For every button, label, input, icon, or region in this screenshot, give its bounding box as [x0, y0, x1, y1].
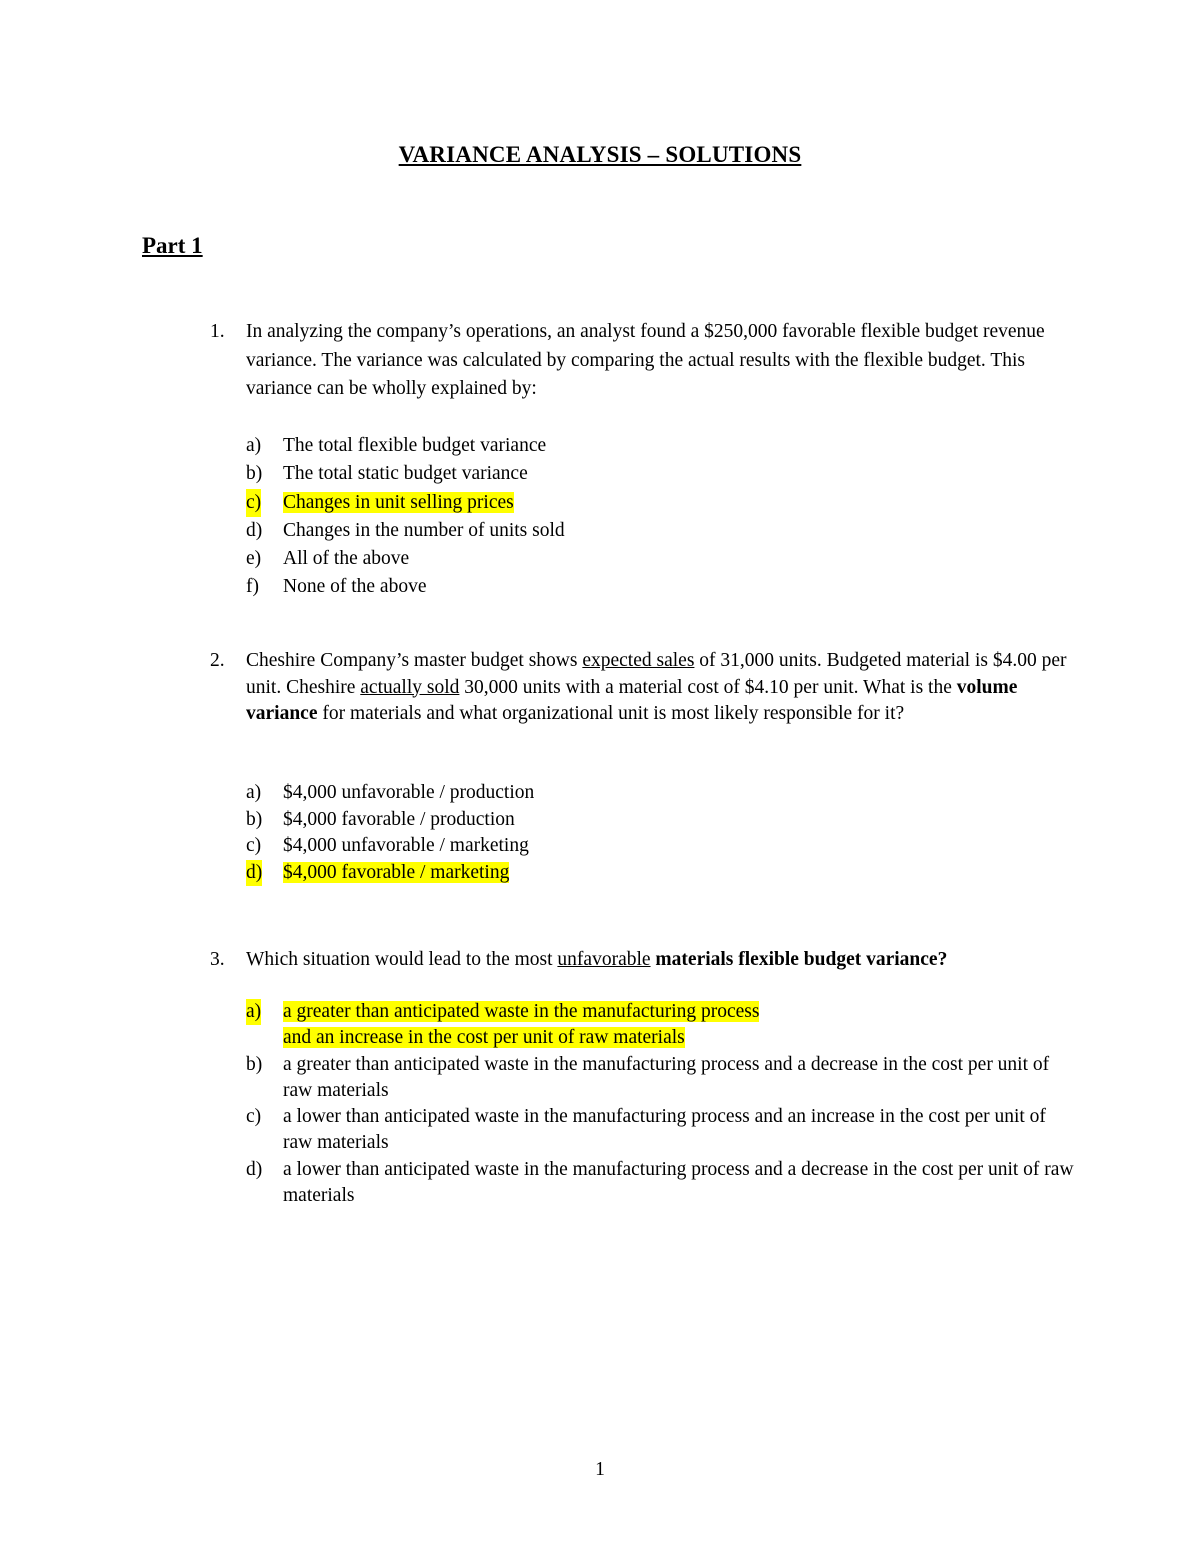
- question-number: 2.: [210, 650, 225, 671]
- option-text: a lower than anticipated waste in the manufacturing process and an increase in the cost per unit of raw materials: [283, 1106, 1046, 1154]
- document-title: VARIANCE ANALYSIS – SOLUTIONS: [398, 142, 802, 167]
- underlined-term: expected sales: [582, 650, 695, 671]
- option-d: [246, 517, 1076, 545]
- option-letter: c): [246, 835, 262, 857]
- option-letter: e): [246, 548, 262, 570]
- option-text-highlighted: Changes in unit selling prices: [283, 491, 514, 513]
- option-e: [246, 545, 1076, 573]
- option-text: Changes in the number of units sold: [283, 519, 565, 541]
- page-number: 1: [595, 1459, 605, 1480]
- option-letter: a): [246, 435, 262, 456]
- option-c: [246, 1104, 1076, 1157]
- option-letter: d): [246, 519, 263, 541]
- option-b: [246, 1052, 1076, 1105]
- option-letter: c): [246, 489, 261, 517]
- option-text: a lower than anticipated waste in the manufacturing process and a decrease in the cost per unit of raw materials: [283, 1158, 1074, 1207]
- option-letter: a): [246, 782, 262, 803]
- option-letter: d): [246, 860, 262, 887]
- option-c: [246, 833, 1076, 860]
- underlined-term: unfavorable: [557, 949, 651, 970]
- question-2: [210, 648, 1070, 728]
- text-run: Cheshire Company’s master budget shows: [246, 650, 583, 671]
- option-letter: b): [246, 1053, 263, 1075]
- text-run: for materials and what organizational unit is most likely responsible for it?: [317, 703, 905, 724]
- option-f: [246, 573, 1076, 601]
- option-text: All of the above: [283, 548, 410, 570]
- underlined-term: actually sold: [360, 676, 460, 698]
- option-a: [246, 432, 1076, 460]
- option-text-highlighted: and an increase in the cost per unit of raw materials: [283, 1027, 685, 1049]
- question-text: In analyzing the company’s operations, an analyst found a $250,000 favorable flexible budget revenue variance. The variance was calculated by comparing the actual results with the flexible budget. This variance can be wholly explained by:: [246, 321, 1045, 399]
- option-text: a greater than anticipated waste in the manufacturing process and a decrease in the cost per unit of raw materials: [283, 1053, 1050, 1101]
- question-text: [246, 648, 1070, 728]
- question-number: 3.: [210, 949, 225, 970]
- part-heading: Part 1: [142, 233, 203, 258]
- option-text: None of the above: [283, 576, 427, 598]
- option-b: [246, 807, 1076, 834]
- option-a: [246, 780, 1076, 807]
- option-text: $4,000 favorable / production: [283, 808, 515, 830]
- text-run: Which situation would lead to the most: [246, 949, 558, 970]
- question-3: [210, 946, 1070, 975]
- option-text: $4,000 unfavorable / marketing: [283, 835, 529, 857]
- option-text: The total flexible budget variance: [283, 435, 547, 456]
- option-letter: a): [246, 999, 261, 1025]
- question-text: [246, 946, 1070, 975]
- question-2-options: [246, 780, 1076, 886]
- option-letter: c): [246, 1106, 262, 1128]
- option-a-correct: [246, 999, 1076, 1052]
- option-letter: b): [246, 808, 263, 830]
- question-1-options: [246, 432, 1076, 602]
- option-letter: d): [246, 1158, 263, 1180]
- option-text-highlighted: $4,000 favorable / marketing: [283, 861, 510, 883]
- bold-term: materials flexible budget variance?: [655, 949, 948, 970]
- option-d-correct: [246, 860, 1076, 887]
- option-text: $4,000 unfavorable / production: [283, 782, 535, 803]
- option-letter: f): [246, 576, 259, 598]
- option-c-correct: [246, 489, 1076, 517]
- option-letter: b): [246, 463, 263, 485]
- question-number: 1.: [210, 321, 225, 342]
- bold-term: volume variance: [246, 676, 1018, 724]
- option-d: [246, 1157, 1076, 1210]
- option-text-highlighted: a greater than anticipated waste in the manufacturing process: [283, 1001, 760, 1022]
- text-run: 30,000 units with a material cost of $4.10 per unit. What is the: [459, 676, 957, 698]
- question-3-options: [246, 999, 1076, 1209]
- option-text: The total static budget variance: [283, 463, 528, 485]
- question-1: [210, 318, 1070, 404]
- option-b: [246, 460, 1076, 488]
- text-run: of 31,000 units. Budgeted material is $4.00 per unit. Cheshire: [246, 650, 1067, 698]
